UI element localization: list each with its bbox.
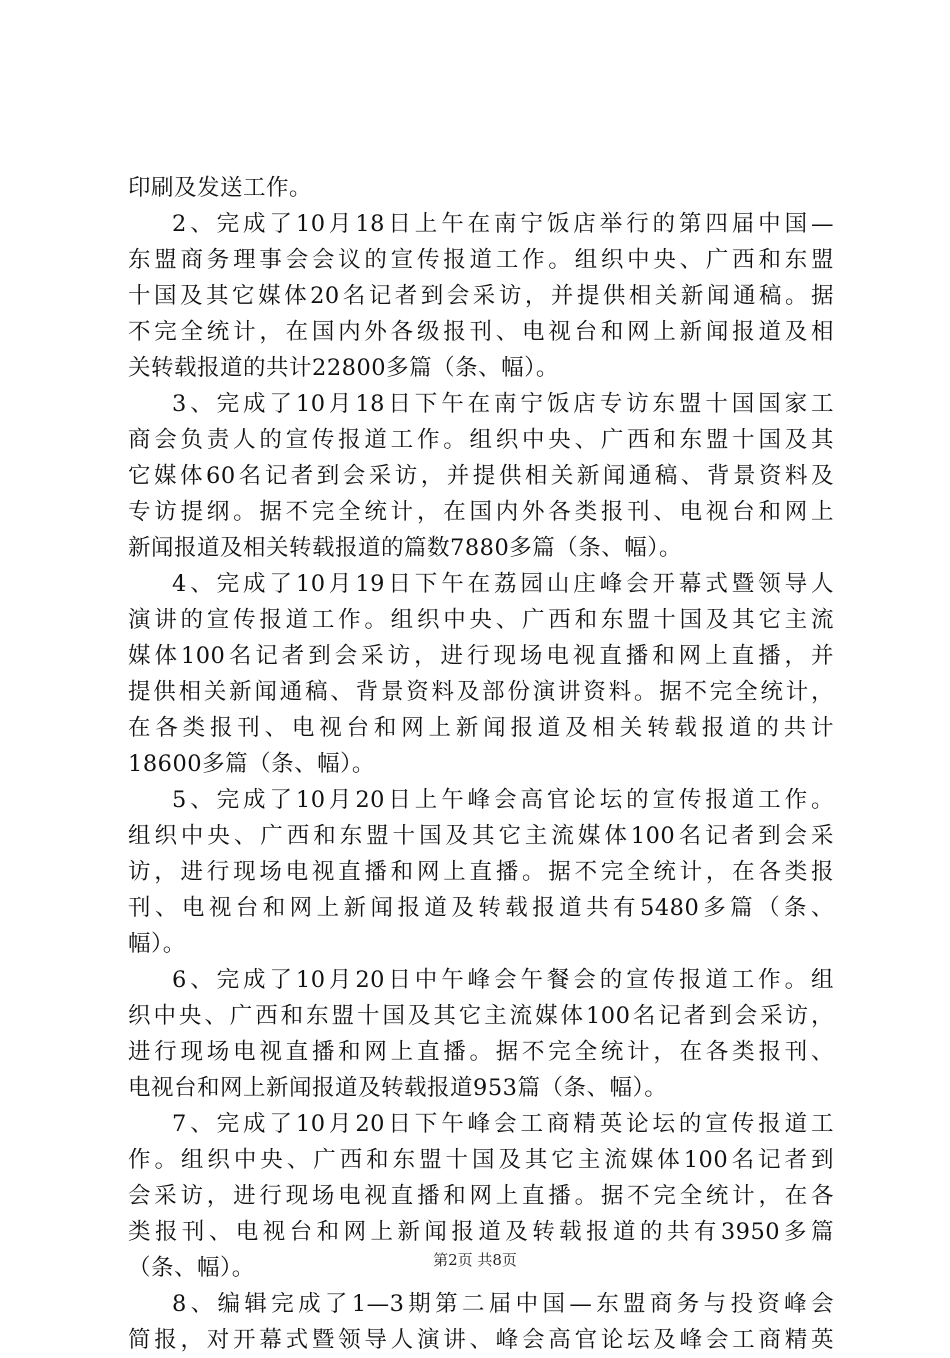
- text-line: 商会负责人的宣传报道工作。组织中央、广西和东盟十国及其: [128, 427, 834, 453]
- text-line: 会采访，进行现场电视直播和网上直播。据不完全统计，在各: [128, 1183, 834, 1209]
- text-line: 5、完成了10月20日上午峰会高官论坛的宣传报道工作。: [172, 787, 834, 813]
- text-line: 访，进行现场电视直播和网上直播。据不完全统计，在各类报: [128, 859, 834, 885]
- text-line: 3、完成了10月18日下午在南宁饭店专访东盟十国国家工: [172, 391, 834, 417]
- text-line: 十国及其它媒体20名记者到会采访，并提供相关新闻通稿。据: [128, 283, 834, 309]
- text-line: 提供相关新闻通稿、背景资料及部份演讲资料。据不完全统计，: [128, 679, 834, 705]
- text-line: 关转载报道的共计22800多篇（条、幅）。: [128, 355, 559, 381]
- text-line: 8、编辑完成了1—3期第二届中国—东盟商务与投资峰会: [172, 1291, 834, 1317]
- text-line: 东盟商务理事会会议的宣传报道工作。组织中央、广西和东盟: [128, 247, 834, 273]
- text-line: 6、完成了10月20日中午峰会午餐会的宣传报道工作。组: [172, 967, 834, 993]
- text-line: 媒体100名记者到会采访，进行现场电视直播和网上直播，并: [128, 643, 834, 669]
- text-line: 新闻报道及相关转载报道的篇数7880多篇（条、幅）。: [128, 535, 683, 561]
- document-body: [128, 170, 834, 1358]
- text-line: 刊、电视台和网上新闻报道及转载报道共有5480多篇（条、: [128, 895, 834, 921]
- text-line: 作。组织中央、广西和东盟十国及其它主流媒体100名记者到: [128, 1147, 834, 1173]
- text-line: 幅）。: [128, 931, 186, 957]
- text-line: 在各类报刊、电视台和网上新闻报道及相关转载报道的共计: [128, 715, 834, 741]
- text-line: 4、完成了10月19日下午在荔园山庄峰会开幕式暨领导人: [172, 571, 834, 597]
- text-line: 织中央、广西和东盟十国及其它主流媒体100名记者到会采访，: [128, 1003, 834, 1029]
- text-line: 它媒体60名记者到会采访，并提供相关新闻通稿、背景资料及: [128, 463, 834, 489]
- text-line: 类报刊、电视台和网上新闻报道及转载报道的共有3950多篇: [128, 1219, 834, 1245]
- text-line: 7、完成了10月20日下午峰会工商精英论坛的宣传报道工: [172, 1111, 834, 1137]
- text-line: 专访提纲。据不完全统计，在国内外各类报刊、电视台和网上: [128, 499, 834, 525]
- text-line: 简报，对开幕式暨领导人演讲、峰会高官论坛及峰会工商精英: [128, 1327, 834, 1353]
- text-line: 演讲的宣传报道工作。组织中央、广西和东盟十国及其它主流: [128, 607, 834, 633]
- text-line: （条、幅）。: [128, 1255, 255, 1281]
- text-line: 进行现场电视直播和网上直播。据不完全统计，在各类报刊、: [128, 1039, 834, 1065]
- text-line: 组织中央、广西和东盟十国及其它主流媒体100名记者到会采: [128, 823, 834, 849]
- text-line: 印刷及发送工作。: [128, 175, 313, 201]
- text-line: 2、完成了10月18日上午在南宁饭店举行的第四届中国—: [172, 211, 834, 237]
- text-line: 电视台和网上新闻报道及转载报道953篇（条、幅）。: [128, 1075, 668, 1101]
- page-footer: 第2页 共8页: [433, 1251, 517, 1269]
- text-line: 不完全统计，在国内外各级报刊、电视台和网上新闻报道及相: [128, 319, 834, 345]
- text-line: 18600多篇（条、幅）。: [128, 751, 375, 777]
